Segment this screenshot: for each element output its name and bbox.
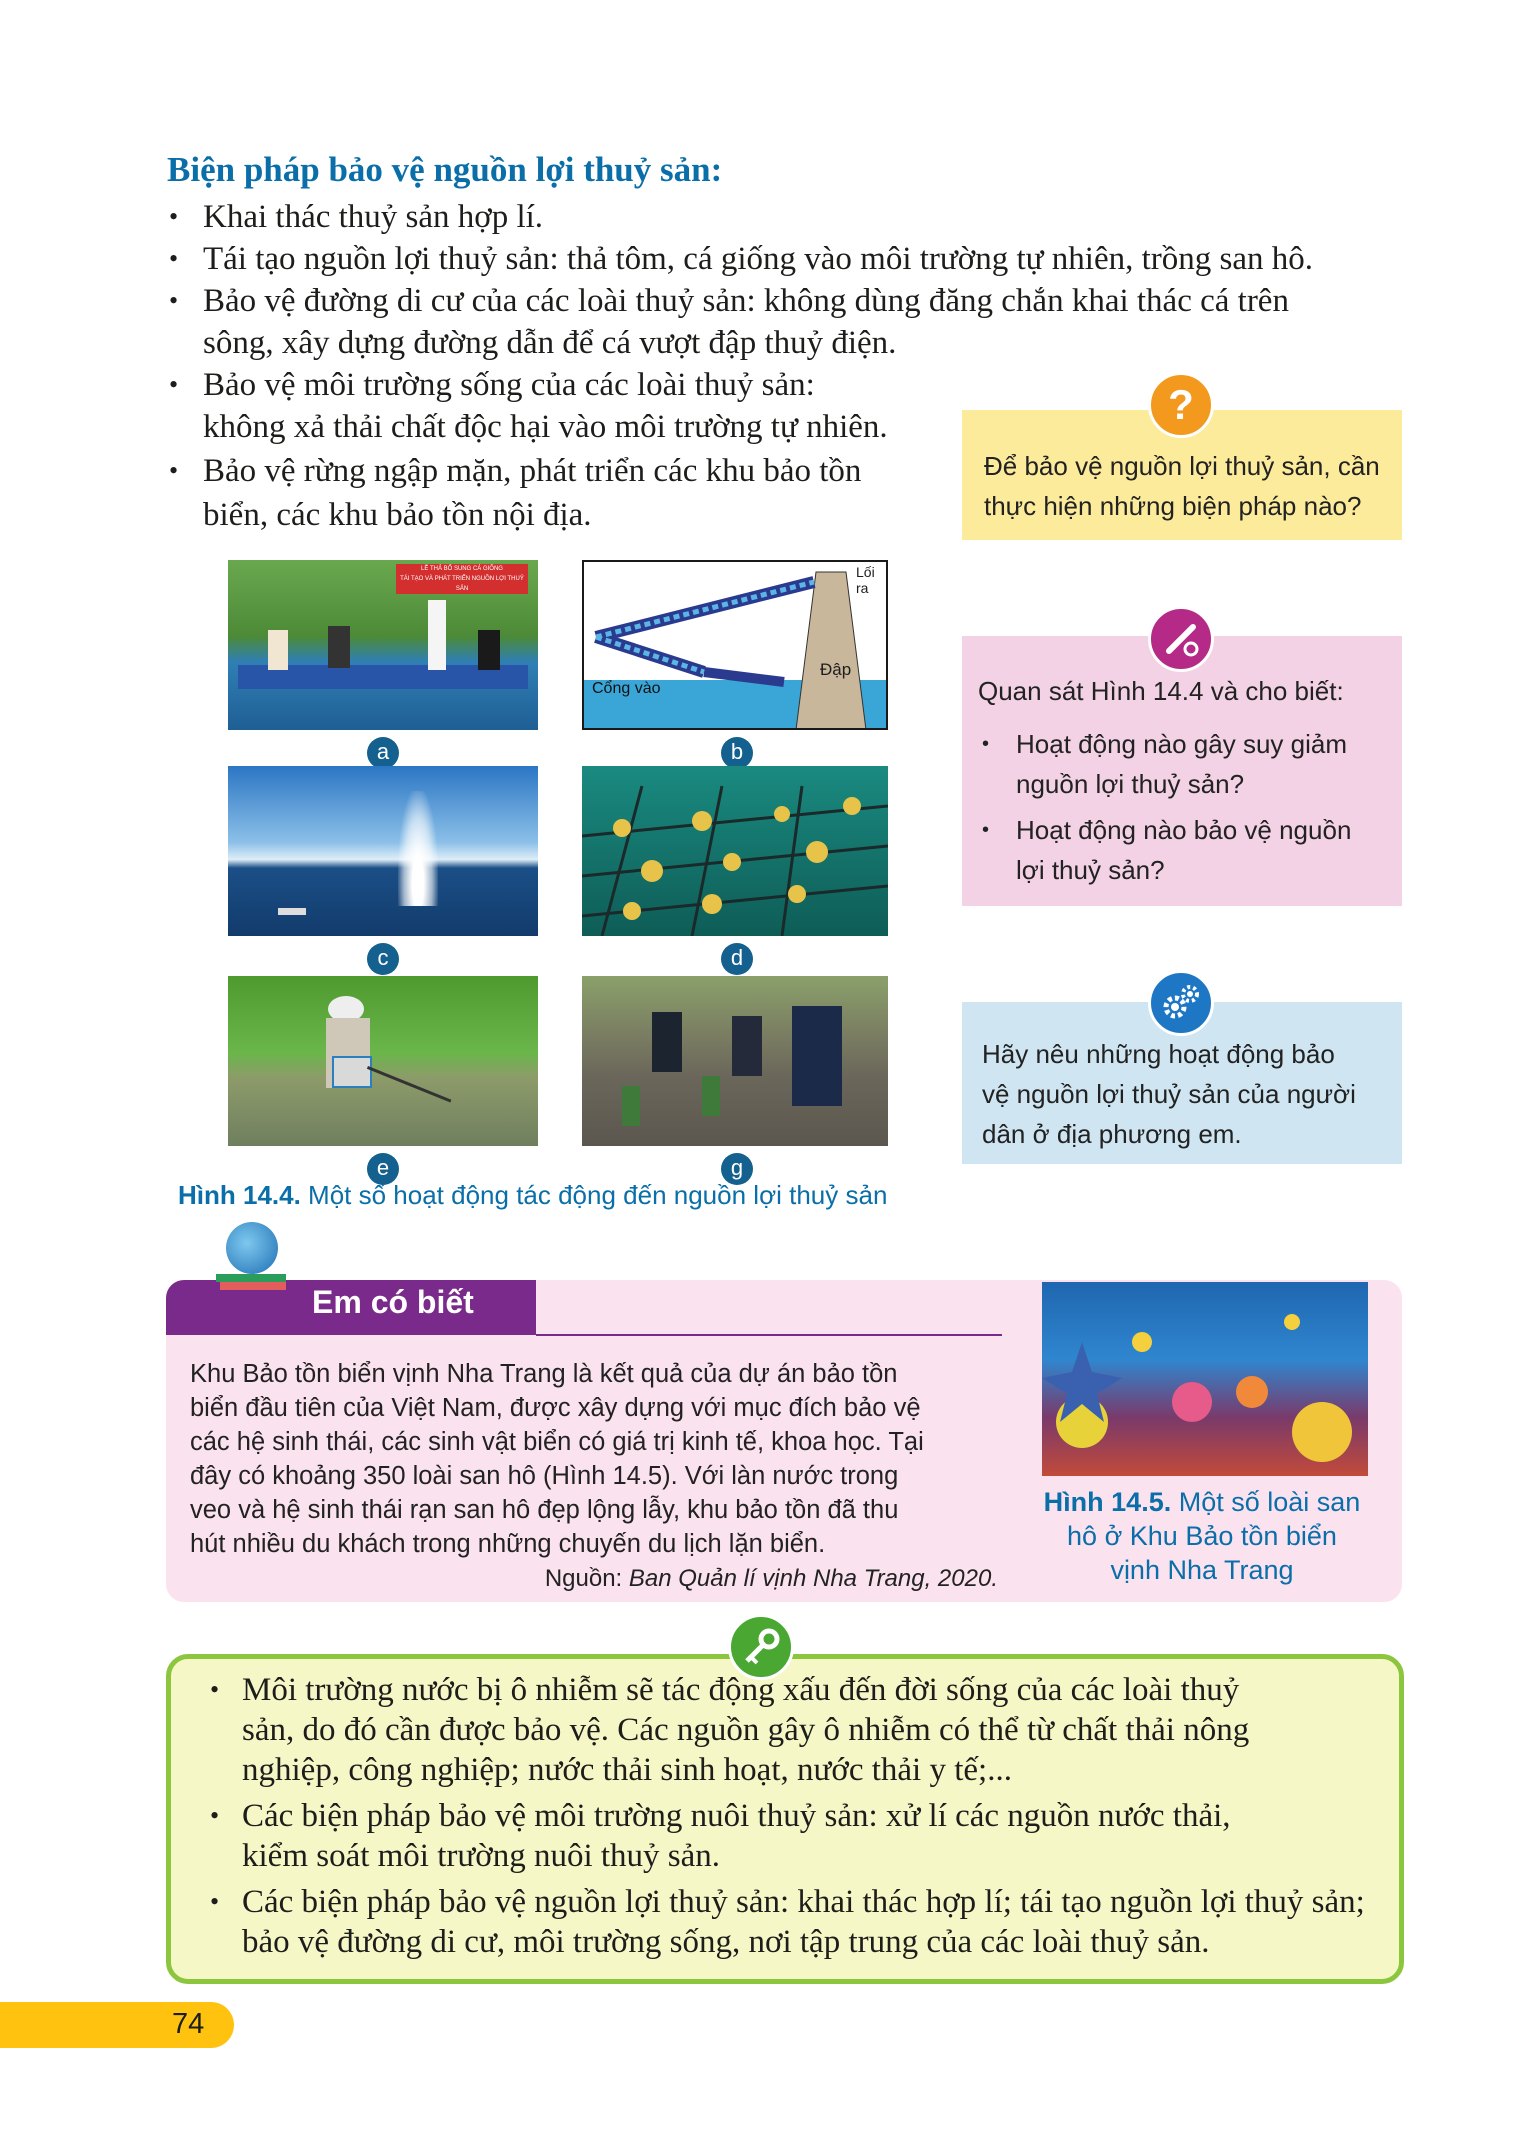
bullet-text: không xả thải chất độc hại vào môi trường tự nhiên. (203, 409, 888, 445)
did-you-know-title: Em có biết (312, 1284, 474, 1320)
bullet-item: • Bảo vệ môi trường sống của các loài thuỷ sản: (169, 367, 815, 403)
page-number: 74 (172, 2008, 205, 2040)
pole (367, 1066, 452, 1102)
question-text: Để bảo vệ nguồn lợi thuỷ sản, cần (984, 451, 1380, 481)
title-divider (536, 1334, 1002, 1336)
globe-icon (216, 1222, 286, 1294)
gears-icon (1148, 970, 1214, 1036)
banner: LỄ THẢ BỔ SUNG CÁ GIỐNG TÁI TẠO VÀ PHÁT TRIỂN NGUỒN LỢI THUỶ SẢN (396, 564, 528, 594)
bullet-item: • Khai thác thuỷ sản hợp lí. (169, 199, 544, 235)
bullet-item-continuation (203, 322, 896, 364)
water-splash (398, 791, 438, 906)
pencil-icon (1148, 606, 1214, 672)
person (652, 1012, 682, 1072)
coral-figure-caption: Hình 14.5. Một số loài san hô ở Khu Bảo tồn biển vịnh Nha Trang (1043, 1487, 1361, 1585)
photo-explosive-fishing (228, 766, 538, 936)
bullet-text: sông, xây dựng đường dẫn để cá vượt đập thuỷ điện. (203, 325, 897, 361)
diagram-dam-label: Đập (820, 660, 852, 679)
boat (278, 908, 306, 915)
person (732, 1016, 762, 1076)
bullet-text: biển, các khu bảo tồn nội địa. (203, 497, 592, 533)
bullet-text: Bảo vệ rừng ngập mặn, phát triển các khu bảo tồn (203, 453, 862, 489)
bullet-item: • Bảo vệ rừng ngập mặn, phát triển các khu bảo tồn (169, 453, 862, 489)
did-you-know-body: Khu Bảo tồn biển vịnh Nha Trang là kết quả của dự án bảo tồn biển đầu tiên của Việt Nam, được xây dựng với mục đích bảo vệ các hệ sinh thái, các sinh vật biển có giá trị kinh tế, khoa học. Tại đây có khoảng 350 loài san hô (Hình 14.5). Với làn nước trong veo và hệ sinh thái rạn san hô đẹp lộng lẫy, khu bảo tồn đã thu hút nhiều du khách trong những chuyến du lịch lặn biển. (190, 1360, 924, 1558)
observe-box (962, 636, 1402, 906)
person (268, 630, 288, 670)
seedling (622, 1086, 640, 1126)
seedling (702, 1076, 720, 1116)
summary-item: • Các biện pháp bảo vệ nguồn lợi thuỷ sản: khai thác hợp lí; tái tạo nguồn lợi thuỷ sản; (210, 1884, 1365, 1920)
diagram-entry-label: Cổng vào (592, 680, 661, 697)
photo-mangrove-planting (582, 976, 888, 1146)
photo-label-g: g (721, 1153, 753, 1185)
apply-text: Hãy nêu những hoạt động bảo (982, 1039, 1335, 1069)
bullet-text: Bảo vệ môi trường sống của các loài thuỷ sản: (203, 367, 815, 403)
photo-coral-planting (582, 766, 888, 936)
summary-item-continuation: kiểm soát môi trường nuôi thuỷ sản. (242, 1838, 721, 1874)
bullet-item: • Tái tạo nguồn lợi thuỷ sản: thả tôm, cá giống vào môi trường tự nhiên, trồng san hô. (169, 241, 1314, 277)
bullet-text: Tái tạo nguồn lợi thuỷ sản: thả tôm, cá giống vào môi trường tự nhiên, trồng san hô. (203, 241, 1314, 277)
bullet-text: Khai thác thuỷ sản hợp lí. (203, 199, 544, 235)
photo-label-e: e (367, 1153, 399, 1185)
summary-item: • Các biện pháp bảo vệ môi trường nuôi thuỷ sản: xử lí các nguồn nước thải, (210, 1798, 1231, 1834)
photo-label-b: b (721, 737, 753, 769)
observe-item: • Hoạt động nào gây suy giảm nguồn lợi thuỷ sản? (982, 729, 1347, 799)
summary-item: • Môi trường nước bị ô nhiễm sẽ tác động xấu đến đời sống của các loài thuỷ (210, 1672, 1240, 1708)
apply-text: dân ở địa phương em. (982, 1119, 1242, 1149)
summary-item-continuation: nghiệp, công nghiệp; nước thải sinh hoạt, nước thải y tế;... (242, 1752, 1012, 1788)
bullet-text: Bảo vệ đường di cư của các loài thuỷ sản: không dùng đăng chắn khai thác cá trên (203, 283, 1289, 319)
bullet-item-continuation (203, 494, 592, 536)
summary-item-continuation: sản, do đó cần được bảo vệ. Các nguồn gây ô nhiễm có thể từ chất thải nông (242, 1712, 1250, 1748)
photo-label-c: c (367, 943, 399, 975)
apply-text: vệ nguồn lợi thuỷ sản của người (982, 1079, 1356, 1109)
diagram-exit-label: Lối ra (856, 564, 875, 596)
summary-item-continuation: bảo vệ đường di cư, môi trường sống, nơi tập trung của các loài thuỷ sản. (242, 1924, 1210, 1960)
observe-item: • Hoạt động nào bảo vệ nguồn lợi thuỷ sản? (982, 815, 1352, 885)
source-citation: Nguồn: Ban Quản lí vịnh Nha Trang, 2020. (544, 1565, 998, 1592)
bullet-item: • Bảo vệ đường di cư của các loài thuỷ sản: không dùng đăng chắn khai thác cá trên (169, 283, 1289, 319)
observe-intro: Quan sát Hình 14.4 và cho biết: (978, 676, 1344, 706)
person (792, 1006, 842, 1106)
figure-caption: Hình 14.4. Một số hoạt động tác động đến nguồn lợi thuỷ sản (178, 1180, 888, 1210)
fish-ladder-diagram (582, 560, 888, 730)
section-heading: Biện pháp bảo vệ nguồn lợi thuỷ sản: (167, 150, 723, 189)
bullet-item-continuation (203, 406, 888, 448)
question-text: thực hiện những biện pháp nào? (984, 491, 1362, 521)
person (478, 630, 500, 670)
question-icon: ? (1148, 372, 1214, 438)
photo-fish-release (228, 560, 538, 730)
person (428, 600, 446, 670)
photo-label-a: a (367, 737, 399, 769)
photo-electric-fishing (228, 976, 538, 1146)
photo-label-d: d (721, 943, 753, 975)
photo-coral-reef (1042, 1282, 1368, 1476)
person (328, 626, 350, 668)
backpack (332, 1056, 372, 1088)
